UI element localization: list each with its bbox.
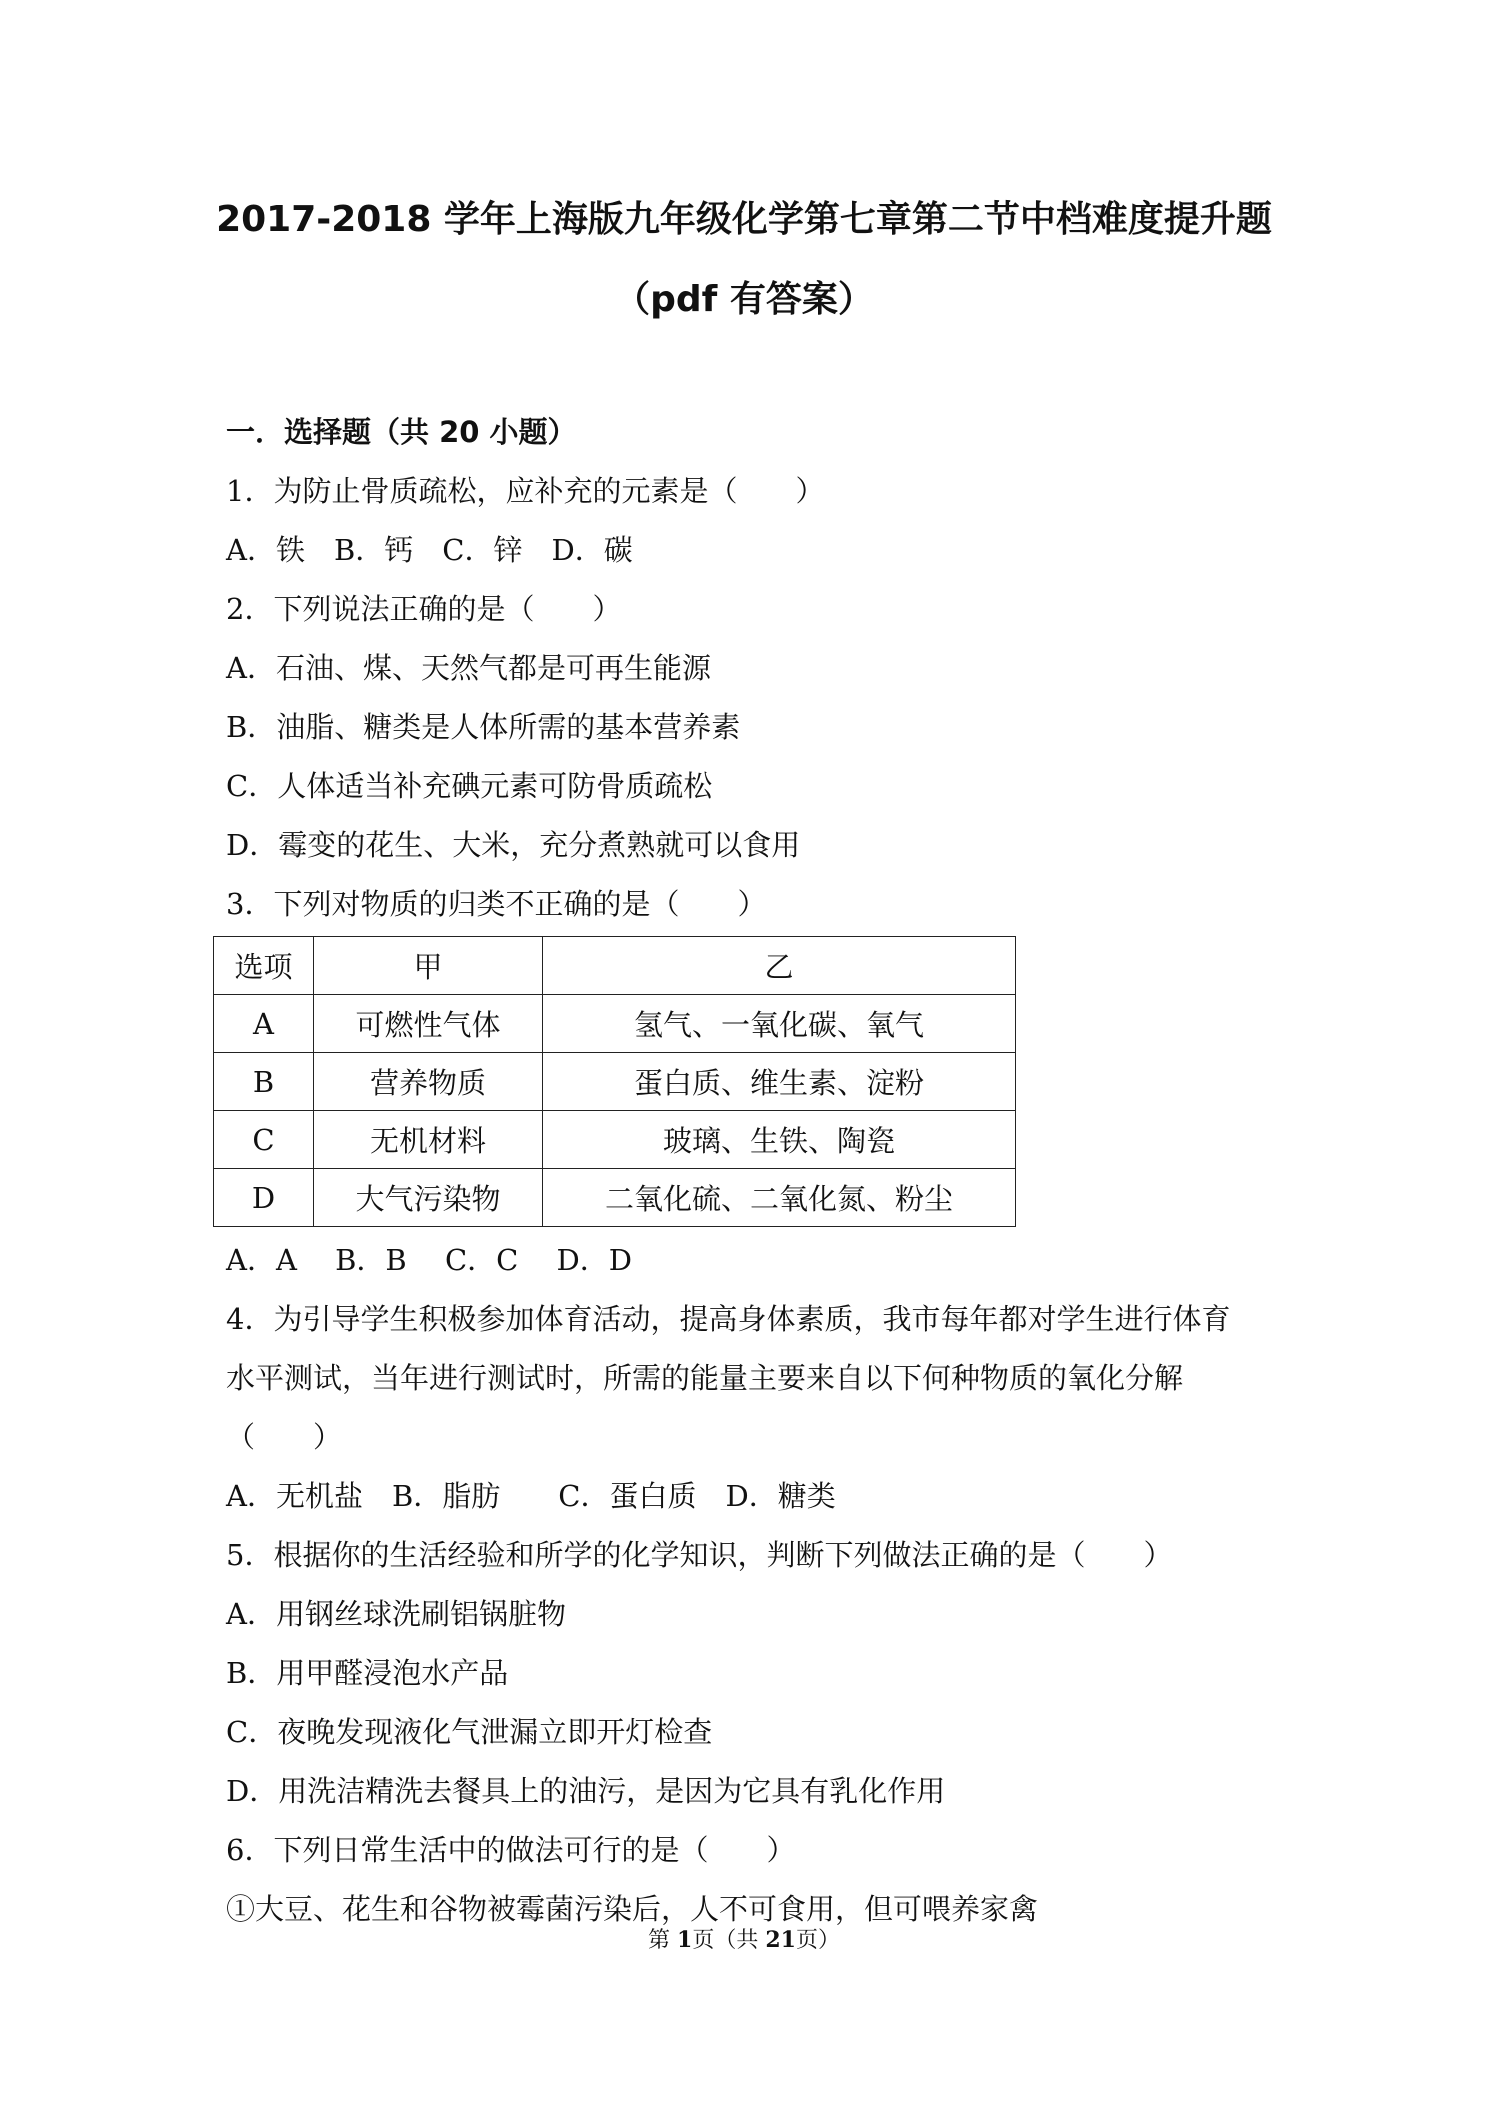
question-2-option-b: B．油脂、糖类是人体所需的基本营养素	[226, 710, 741, 744]
table-row	[214, 995, 1016, 1053]
table-header-cell: 甲	[314, 937, 543, 995]
table-cell: 二氧化硫、二氧化氮、粉尘	[543, 1169, 1016, 1227]
table-cell: A	[214, 995, 314, 1053]
table-cell: 玻璃、生铁、陶瓷	[543, 1111, 1016, 1169]
question-4-stem-line2: 水平测试，当年进行测试时，所需的能量主要来自以下何种物质的氧化分解	[226, 1361, 1184, 1395]
table-cell: B	[214, 1053, 314, 1111]
question-3-table	[213, 936, 1016, 1227]
table-header-cell: 选项	[214, 937, 314, 995]
question-4-stem-line3: （ ）	[226, 1420, 343, 1454]
question-1-stem: 1．为防止骨质疏松，应补充的元素是（ ）	[226, 474, 825, 508]
question-5-option-b: B．用甲醛浸泡水产品	[226, 1656, 509, 1690]
question-4-options: A．无机盐 B．脂肪 C．蛋白质 D．糖类	[226, 1479, 836, 1513]
question-2-stem: 2．下列说法正确的是（ ）	[226, 592, 622, 626]
page-footer	[0, 1925, 1488, 1956]
question-2-option-a: A．石油、煤、天然气都是可再生能源	[226, 651, 711, 685]
table-row	[214, 1053, 1016, 1111]
section-heading: 一．选择题（共 20 小题）	[226, 415, 577, 449]
question-3-options: A．A B．B C．C D．D	[226, 1243, 633, 1277]
document-title-line1: 2017-2018 学年上海版九年级化学第七章第二节中档难度提升题	[216, 199, 1272, 240]
question-2-option-d: D．霉变的花生、大米，充分煮熟就可以食用	[226, 828, 801, 862]
table-cell: 大气污染物	[314, 1169, 543, 1227]
table-cell: 营养物质	[314, 1053, 543, 1111]
document-body	[226, 403, 1286, 1939]
table-cell: 无机材料	[314, 1111, 543, 1169]
question-6-stem: 6．下列日常生活中的做法可行的是（ ）	[226, 1833, 796, 1867]
table-header-cell: 乙	[543, 937, 1016, 995]
table-header-row	[214, 937, 1016, 995]
question-5-stem: 5．根据你的生活经验和所学的化学知识，判断下列做法正确的是（ ）	[226, 1538, 1173, 1572]
footer-prefix: 第	[648, 1928, 678, 1953]
question-4-stem-line1: 4．为引导学生积极参加体育活动，提高身体素质，我市每年都对学生进行体育	[226, 1302, 1231, 1336]
footer-page-number: 1	[677, 1927, 693, 1953]
question-5-option-a: A．用钢丝球洗刷铝锅脏物	[226, 1597, 566, 1631]
table-cell: D	[214, 1169, 314, 1227]
question-5-option-d: D．用洗洁精洗去餐具上的油污，是因为它具有乳化作用	[226, 1774, 946, 1808]
table-cell: 可燃性气体	[314, 995, 543, 1053]
question-5-option-c: C．夜晚发现液化气泄漏立即开灯检查	[226, 1715, 713, 1749]
question-3-stem: 3．下列对物质的归类不正确的是（ ）	[226, 887, 767, 921]
question-6-item-1: ①大豆、花生和谷物被霉菌污染后，人不可食用，但可喂养家禽	[226, 1892, 1039, 1926]
question-1-options: A．铁 B．钙 C．锌 D．碳	[226, 533, 633, 567]
question-2-option-c: C．人体适当补充碘元素可防骨质疏松	[226, 769, 713, 803]
table-row	[214, 1111, 1016, 1169]
document-title-line2: （pdf 有答案）	[614, 279, 874, 320]
table-row	[214, 1169, 1016, 1227]
table-cell: C	[214, 1111, 314, 1169]
footer-total-pages: 21	[765, 1927, 796, 1953]
table-cell: 氢气、一氧化碳、氧气	[543, 995, 1016, 1053]
footer-middle: 页（共	[692, 1928, 766, 1953]
footer-suffix: 页）	[795, 1928, 840, 1953]
table-cell: 蛋白质、维生素、淀粉	[543, 1053, 1016, 1111]
